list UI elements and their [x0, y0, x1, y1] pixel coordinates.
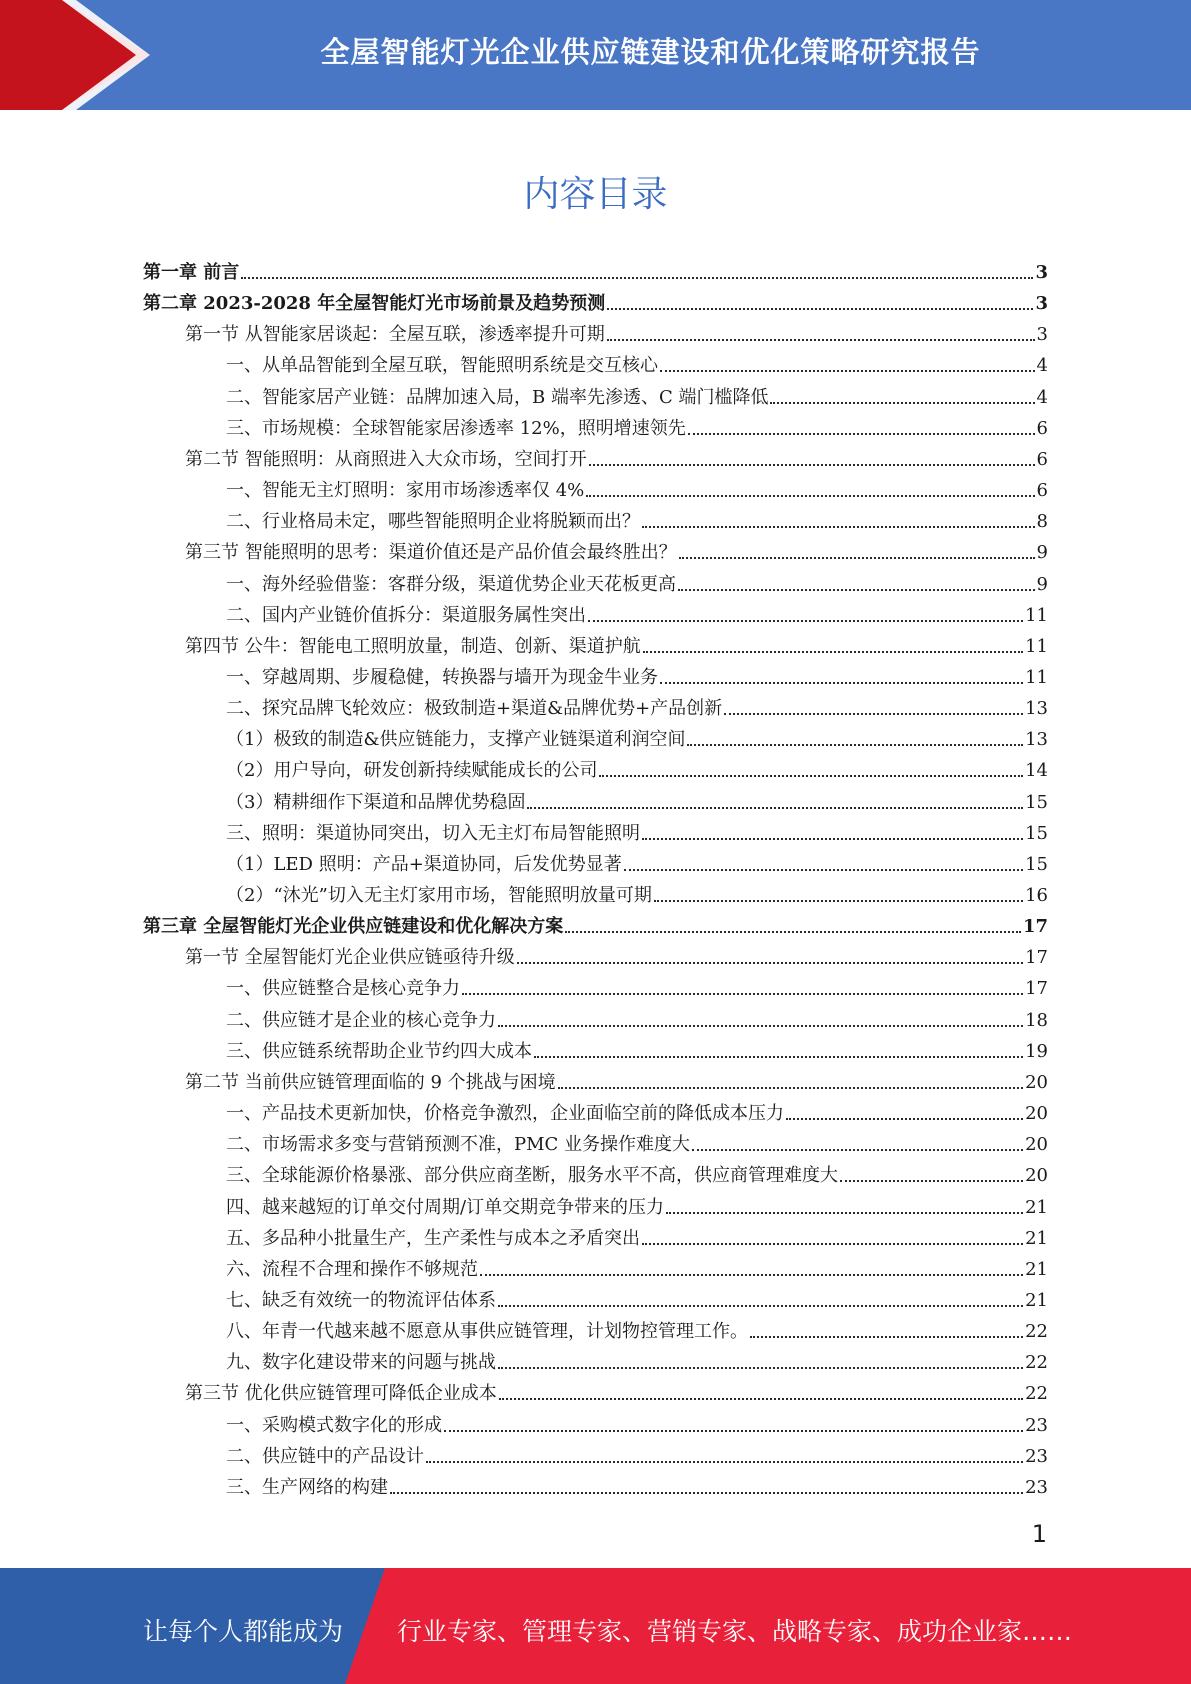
- toc-entry-page: 16: [1025, 885, 1048, 906]
- toc-subsection-entry[interactable]: [226, 845, 1048, 876]
- toc-subsection-entry[interactable]: [226, 1188, 1048, 1219]
- toc-subsection-entry[interactable]: [226, 565, 1048, 596]
- toc-dot-leader: [498, 1367, 1023, 1369]
- toc-entry-page: 15: [1025, 822, 1048, 844]
- toc-subsection-entry[interactable]: [226, 751, 1048, 782]
- toc-entry-title: 二、国内产业链价值拆分：渠道服务属性突出: [226, 604, 586, 626]
- toc-entry-page: 9: [1036, 542, 1048, 564]
- toc-dot-leader: [241, 277, 1033, 279]
- toc-dot-leader: [750, 1336, 1023, 1338]
- toc-entry-title: 二、市场需求多变与营销预测不准，PMC 业务操作难度大: [226, 1134, 691, 1156]
- toc-entry-title: 二、行业格局未定，哪些智能照明企业将脱颖而出？: [226, 511, 640, 533]
- toc-entry-title: 三、市场规模：全球智能家居渗透率 12%，照明增速领先: [226, 417, 686, 439]
- toc-subsection-entry[interactable]: [226, 689, 1048, 720]
- toc-dot-leader: [770, 402, 1034, 404]
- toc-dot-leader: [660, 370, 1035, 372]
- toc-dot-leader: [692, 1149, 1023, 1151]
- toc-entry-title: 三、供应链系统帮助企业节约四大成本: [226, 1040, 532, 1062]
- toc-section-entry[interactable]: [185, 627, 1048, 658]
- toc-chapter-entry[interactable]: [143, 284, 1048, 315]
- toc-entry-title: 第二节 当前供应链管理面临的 9 个挑战与困境: [185, 1071, 556, 1093]
- toc-entry-title: 第二章 2023-2028 年全屋智能灯光市场前景及趋势预测: [143, 293, 606, 315]
- toc-dot-leader: [444, 1430, 1023, 1432]
- toc-subsection-entry[interactable]: [226, 1437, 1048, 1468]
- toc-entry-page: 22: [1025, 1352, 1048, 1374]
- toc-entry-page: 11: [1025, 604, 1048, 626]
- toc-dot-leader: [642, 1243, 1023, 1245]
- toc-subsection-entry[interactable]: [226, 1406, 1048, 1437]
- toc-subsection-entry[interactable]: [226, 1281, 1048, 1312]
- toc-subsection-entry[interactable]: [226, 1156, 1048, 1187]
- toc-dot-leader: [390, 1492, 1023, 1494]
- toc-entry-title: 七、缺乏有效统一的物流评估体系: [226, 1289, 496, 1311]
- toc-entry-title: 一、供应链整合是核心竞争力: [226, 978, 460, 1000]
- toc-dot-leader: [426, 1461, 1023, 1463]
- toc-entry-title: 一、产品技术更新加快，价格竞争激烈，企业面临空前的降低成本压力: [226, 1103, 784, 1125]
- toc-subsection-entry[interactable]: [226, 596, 1048, 627]
- toc-entry-title: 一、穿越周期、步履稳健，转换器与墙开为现金牛业务: [226, 666, 658, 688]
- toc-subsection-entry[interactable]: [226, 409, 1048, 440]
- toc-chapter-entry[interactable]: [143, 907, 1048, 938]
- toc-entry-title: 一、智能无主灯照明：家用市场渗透率仅 4%: [226, 480, 585, 502]
- toc-subsection-entry[interactable]: [226, 502, 1048, 533]
- toc-subsection-entry[interactable]: [226, 346, 1048, 377]
- toc-dot-leader: [586, 495, 1034, 497]
- toc-section-entry[interactable]: [185, 533, 1048, 564]
- toc-entry-title: 第三章 全屋智能灯光企业供应链建设和优化解决方案: [143, 916, 564, 938]
- toc-dot-leader: [588, 620, 1023, 622]
- toc-entry-page: 3: [1035, 262, 1048, 283]
- toc-entry-page: 8: [1036, 511, 1048, 533]
- toc-entry-page: 22: [1025, 1383, 1048, 1405]
- toc-subsection-entry[interactable]: [226, 1001, 1048, 1032]
- toc-dot-leader: [565, 931, 1021, 933]
- toc-entry-page: 21: [1025, 1227, 1048, 1249]
- footer-banner: [0, 1568, 1191, 1684]
- toc-entry-title: 第二节 智能照明：从商照进入大众市场，空间打开: [185, 448, 587, 470]
- toc-entry-page: 17: [1025, 978, 1048, 1000]
- toc-entry-title: 二、探究品牌飞轮效应：极致制造+渠道&品牌优势+产品创新: [226, 698, 723, 720]
- toc-dot-leader: [679, 557, 1035, 559]
- toc-subsection-entry[interactable]: [226, 783, 1048, 814]
- page-number: 1: [1031, 1520, 1047, 1548]
- toc-entry-page: 13: [1025, 698, 1048, 720]
- toc-entry-page: 17: [1022, 916, 1048, 938]
- toc-dot-leader: [624, 869, 1023, 871]
- toc-heading: 内容目录: [523, 174, 668, 215]
- toc-subsection-entry[interactable]: [226, 1343, 1048, 1374]
- toc-entry-page: 21: [1025, 1289, 1048, 1311]
- toc-entry-title: 四、越来越短的订单交付周期/订单交期竞争带来的压力: [226, 1196, 665, 1218]
- toc-entry-title: （2）“沐光”切入无主灯家用市场，智能照明放量可期: [226, 885, 652, 906]
- toc-subsection-entry[interactable]: [226, 1312, 1048, 1343]
- toc-entry-title: 一、采购模式数字化的形成: [226, 1414, 442, 1436]
- toc-section-entry[interactable]: [185, 938, 1048, 969]
- toc-dot-leader: [527, 807, 1023, 809]
- toc-entry-title: （1）极致的制造&供应链能力，支撑产业链渠道利润空间: [226, 729, 686, 751]
- toc-entry-page: 4: [1036, 386, 1048, 408]
- toc-entry-page: 3: [1036, 324, 1048, 346]
- toc-entry-page: 23: [1025, 1414, 1048, 1436]
- toc-entry-title: 二、供应链才是企业的核心竞争力: [226, 1009, 496, 1031]
- toc-chapter-entry[interactable]: [143, 253, 1048, 284]
- toc-entry-title: 第三节 智能照明的思考：渠道价值还是产品价值会最终胜出？: [185, 542, 677, 564]
- toc-dot-leader: [589, 464, 1035, 466]
- toc-entry-title: （2）用户导向，研发创新持续赋能成长的公司: [226, 760, 598, 782]
- toc-subsection-entry[interactable]: [226, 1250, 1048, 1281]
- toc-entry-page: 3: [1035, 293, 1048, 315]
- report-title: 全屋智能灯光企业供应链建设和优化策略研究报告: [320, 35, 981, 69]
- toc-entry-page: 20: [1025, 1134, 1048, 1156]
- toc-entry-title: 第四节 公牛：智能电工照明放量，制造、创新、渠道护航: [185, 635, 641, 657]
- toc-entry-page: 9: [1036, 573, 1048, 595]
- toc-entry-page: 6: [1036, 417, 1048, 439]
- toc-entry-page: 6: [1036, 480, 1048, 502]
- toc-entry-page: 6: [1036, 448, 1048, 470]
- toc-entry-title: 六、流程不合理和操作不够规范: [226, 1258, 478, 1280]
- header-arrow-icon: [0, 0, 160, 110]
- toc-entry-title: 第一节 从智能家居谈起：全屋互联，渗透率提升可期: [185, 324, 605, 346]
- toc-entry-title: 第三节 优化供应链管理可降低企业成本: [185, 1383, 497, 1405]
- toc-entry-title: 三、生产网络的构建: [226, 1476, 388, 1498]
- footer-slogan-left: 让每个人都能成为: [143, 1617, 344, 1646]
- toc-entry-title: （3）精耕细作下渠道和品牌优势稳固: [226, 791, 526, 813]
- toc-entry-title: 三、照明：渠道协同突出，切入无主灯布局智能照明: [226, 822, 640, 844]
- toc-dot-leader: [498, 1305, 1023, 1307]
- toc-entry-title: 八、年青一代越来越不愿意从事供应链管理，计划物控管理工作。: [226, 1321, 748, 1343]
- toc-entry-page: 13: [1025, 729, 1048, 751]
- toc-entry-title: 五、多品种小批量生产，生产柔性与成本之矛盾突出: [226, 1227, 640, 1249]
- toc-entry-page: 21: [1025, 1196, 1048, 1218]
- toc-section-entry[interactable]: [185, 1374, 1048, 1405]
- toc-dot-leader: [786, 1118, 1023, 1120]
- toc-entry-title: 第一节 全屋智能灯光企业供应链亟待升级: [185, 947, 515, 969]
- toc-dot-leader: [534, 1056, 1023, 1058]
- toc-entry-title: 九、数字化建设带来的问题与挑战: [226, 1352, 496, 1374]
- toc-subsection-entry[interactable]: [226, 1125, 1048, 1156]
- toc-dot-leader: [607, 308, 1033, 310]
- toc-dot-leader: [642, 838, 1023, 840]
- toc-section-entry[interactable]: [185, 440, 1048, 471]
- toc-entry-page: 20: [1025, 1071, 1048, 1093]
- toc-entry-page: 14: [1025, 760, 1048, 782]
- toc-entry-title: 二、供应链中的产品设计: [226, 1445, 424, 1467]
- toc-entry-title: 一、从单品智能到全屋互联，智能照明系统是交互核心: [226, 355, 658, 377]
- toc-dot-leader: [660, 682, 1023, 684]
- toc-entry-page: 15: [1025, 791, 1048, 813]
- toc-dot-leader: [642, 526, 1035, 528]
- toc-subsection-entry[interactable]: [226, 1032, 1048, 1063]
- toc-dot-leader: [498, 1025, 1023, 1027]
- toc-entry-page: 17: [1025, 947, 1048, 969]
- toc-entry-title: 二、智能家居产业链：品牌加速入局，B 端率先渗透、C 端门槛降低: [226, 386, 769, 408]
- toc-subsection-entry[interactable]: [226, 720, 1048, 751]
- toc-subsection-entry[interactable]: [226, 378, 1048, 409]
- toc-entry-page: 4: [1036, 355, 1048, 377]
- toc-entry-page: 22: [1025, 1321, 1048, 1343]
- toc-entry-page: 19: [1025, 1040, 1048, 1062]
- toc-subsection-entry[interactable]: [226, 1094, 1048, 1125]
- toc-section-entry[interactable]: [185, 315, 1048, 346]
- toc-entry-page: 15: [1025, 853, 1048, 875]
- toc-subsection-entry[interactable]: [226, 969, 1048, 1000]
- toc-dot-leader: [724, 713, 1023, 715]
- toc-dot-leader: [599, 775, 1023, 777]
- header-banner: [0, 0, 1191, 110]
- toc-dot-leader: [462, 993, 1023, 995]
- toc-subsection-entry[interactable]: [226, 876, 1048, 907]
- toc-entry-page: 11: [1025, 666, 1048, 688]
- toc-subsection-entry[interactable]: [226, 1468, 1048, 1499]
- toc-dot-leader: [840, 1180, 1023, 1182]
- toc-entry-page: 21: [1025, 1258, 1048, 1280]
- toc-entry-page: 23: [1025, 1476, 1048, 1498]
- footer-slogan-right: 行业专家、管理专家、营销专家、战略专家、成功企业家……: [397, 1617, 1073, 1646]
- toc-section-entry[interactable]: [185, 1063, 1048, 1094]
- toc-entry-page: 18: [1025, 1009, 1048, 1031]
- toc-dot-leader: [666, 1212, 1023, 1214]
- toc-entry-page: 20: [1025, 1165, 1048, 1187]
- toc-dot-leader: [480, 1274, 1023, 1276]
- toc-subsection-entry[interactable]: [226, 471, 1048, 502]
- toc-dot-leader: [558, 1087, 1023, 1089]
- toc-subsection-entry[interactable]: [226, 814, 1048, 845]
- toc-dot-leader: [687, 744, 1023, 746]
- toc-entry-title: 一、海外经验借鉴：客群分级，渠道优势企业天花板更高: [226, 573, 676, 595]
- toc-entry-page: 23: [1025, 1445, 1048, 1467]
- toc-entry-page: 11: [1025, 635, 1048, 657]
- toc-dot-leader: [517, 962, 1023, 964]
- toc-entry-title: 第一章 前言: [143, 262, 240, 283]
- toc-entry-page: 20: [1025, 1103, 1048, 1125]
- toc-subsection-entry[interactable]: [226, 658, 1048, 689]
- toc-dot-leader: [499, 1398, 1023, 1400]
- toc-entry-title: （1）LED 照明：产品+渠道协同，后发优势显著: [226, 853, 622, 875]
- toc-dot-leader: [678, 589, 1035, 591]
- toc-dot-leader: [688, 433, 1035, 435]
- toc-dot-leader: [607, 339, 1035, 341]
- toc-subsection-entry[interactable]: [226, 1219, 1048, 1250]
- toc-dot-leader: [643, 651, 1023, 653]
- toc-dot-leader: [654, 900, 1023, 902]
- toc-entry-title: 三、全球能源价格暴涨、部分供应商垄断，服务水平不高，供应商管理难度大: [226, 1165, 838, 1187]
